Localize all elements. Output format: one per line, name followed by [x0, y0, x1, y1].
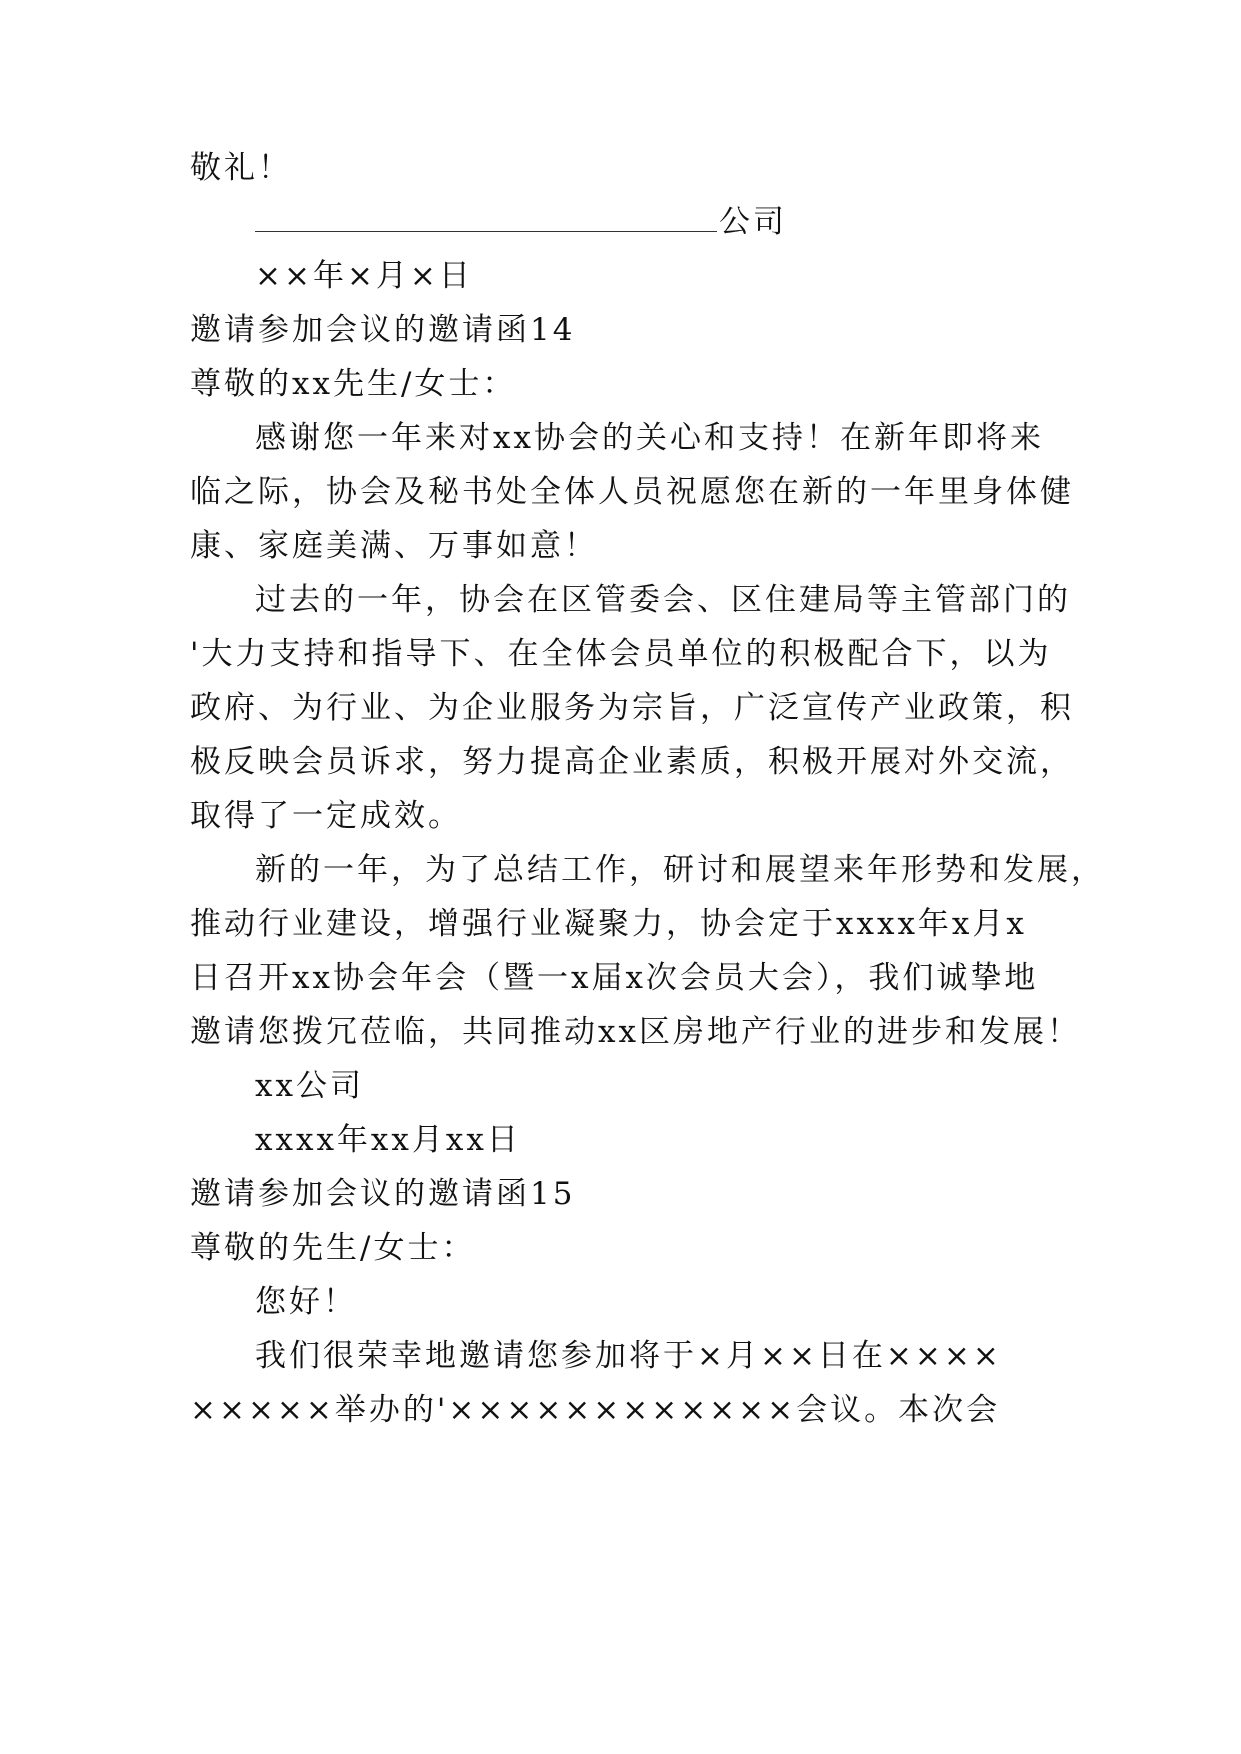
paragraph-line: ×××××举办的'××××××××××××会议。本次会 — [190, 1392, 1001, 1428]
paragraph-line: '大力支持和指导下、在全体会员单位的积极配合下，以为 — [190, 636, 1052, 672]
paragraph-line: 新的一年，为了总结工作，研讨和展望来年形势和发展， — [255, 852, 1105, 888]
paragraph-line: 推动行业建设，增强行业凝聚力，协会定于xxxx年x月x — [190, 906, 1027, 942]
closing-salute: 敬礼！ — [190, 150, 292, 186]
paragraph-line: 我们很荣幸地邀请您参加将于×月××日在×××× — [255, 1338, 1002, 1374]
company-suffix: 公司 — [719, 204, 787, 240]
paragraph-line: 政府、为行业、为企业服务为宗旨，广泛宣传产业政策，积 — [190, 690, 1074, 726]
paragraph-line: 日召开xx协会年会（暨一x届x次会员大会），我们诚挚地 — [190, 960, 1039, 996]
letter15-title: 邀请参加会议的邀请函15 — [190, 1176, 576, 1212]
paragraph-line: 邀请您拨冗莅临，共同推动xx区房地产行业的进步和发展！ — [190, 1014, 1081, 1050]
paragraph-line: 极反映会员诉求，努力提高企业素质，积极开展对外交流， — [190, 744, 1074, 780]
letter14-date: xxxx年xx月xx日 — [255, 1122, 521, 1158]
paragraph-line: 感谢您一年来对xx协会的关心和支持！在新年即将来 — [255, 420, 1044, 456]
letter15-salutation: 尊敬的先生/女士： — [190, 1230, 476, 1266]
company-signature-line — [255, 202, 787, 242]
letter14-signature: xx公司 — [255, 1068, 364, 1104]
letter14-title: 邀请参加会议的邀请函14 — [190, 312, 576, 348]
letter15-greeting: 您好！ — [255, 1284, 357, 1320]
letter13-date: ××年×月×日 — [255, 258, 473, 294]
paragraph-line: 康、家庭美满、万事如意！ — [190, 528, 598, 564]
letter14-salutation: 尊敬的xx先生/女士： — [190, 366, 517, 402]
paragraph-line: 取得了一定成效。 — [190, 798, 462, 834]
paragraph-line: 过去的一年，协会在区管委会、区住建局等主管部门的 — [255, 582, 1071, 618]
signature-blank — [255, 205, 717, 232]
paragraph-line: 临之际，协会及秘书处全体人员祝愿您在新的一年里身体健 — [190, 474, 1074, 510]
